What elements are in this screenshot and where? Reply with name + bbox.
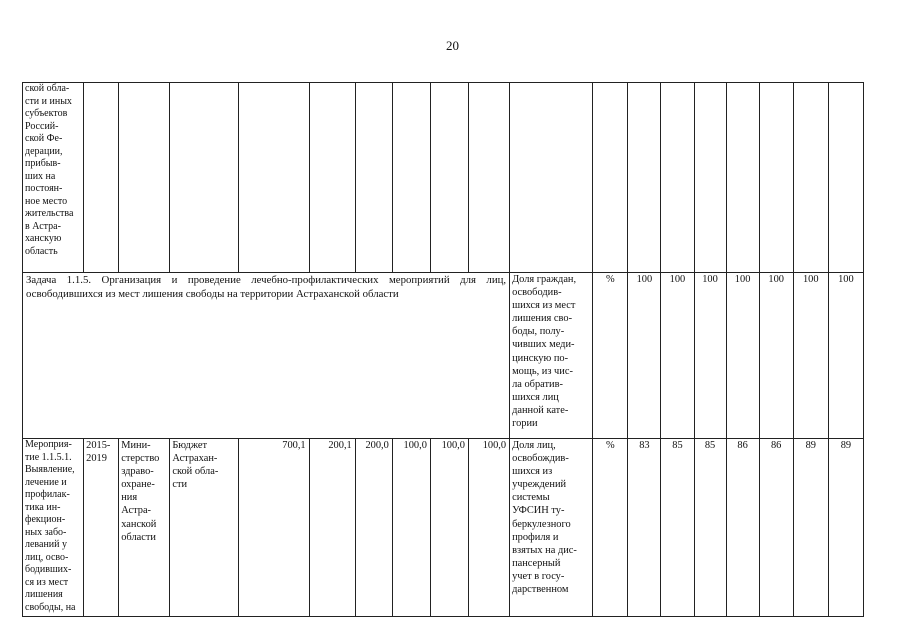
measure-value: 89: [828, 439, 863, 617]
empty-cell: [759, 83, 793, 273]
measure-executor: Мини- стерство здраво- охране- ния Астра- ханской области: [119, 439, 170, 617]
measure-value: 86: [759, 439, 793, 617]
measure-total-amount: 700,1: [239, 439, 309, 617]
program-table: [22, 82, 864, 617]
empty-cell: [468, 83, 509, 273]
measure-year-amount: 100,0: [468, 439, 509, 617]
measure-value: 85: [661, 439, 694, 617]
task-description: Задача 1.1.5. Организация и проведение лечебно-профилактических мероприятий для лиц, освободившихся из мест лишения свободы на территории Астраханской области: [23, 273, 510, 439]
task-value: 100: [793, 273, 828, 439]
measure-unit: %: [593, 439, 628, 617]
measure-indicator: Доля лиц, освобождив- шихся из учреждений системы УФСИН ту- беркулезного профиля и взятых на дис- пансерный учет в госу- дарственном: [510, 439, 593, 617]
empty-cell: [793, 83, 828, 273]
empty-cell: [170, 83, 239, 273]
empty-cell: [239, 83, 309, 273]
empty-cell: [392, 83, 430, 273]
empty-cell: [828, 83, 863, 273]
task-value: 100: [661, 273, 694, 439]
empty-cell: [510, 83, 593, 273]
task-value: 100: [759, 273, 793, 439]
task-unit: %: [593, 273, 628, 439]
task-indicator: Доля граждан, освободив- шихся из мест лишения сво- боды, полу- чивших меди- цинскую по- мощь, из чис- ла обратив- шихся лиц данной кате- гории: [510, 273, 593, 439]
continuation-measure-name: ской обла- сти и иных субъектов Россий- ской Фе- дерации, прибыв- ших на постоян- ное место жительства в Астра- ханскую область: [23, 83, 84, 273]
table-row-task: [23, 273, 864, 439]
empty-cell: [119, 83, 170, 273]
empty-cell: [430, 83, 468, 273]
measure-period: 2015- 2019: [84, 439, 119, 617]
page-number: 20: [446, 38, 459, 53]
empty-cell: [628, 83, 661, 273]
empty-cell: [694, 83, 726, 273]
task-value: 100: [726, 273, 759, 439]
measure-value: 89: [793, 439, 828, 617]
measure-year-amount: 100,0: [430, 439, 468, 617]
table-row-measure: [23, 439, 864, 617]
empty-cell: [309, 83, 355, 273]
task-value: 100: [828, 273, 863, 439]
measure-funding-source: Бюджет Астрахан- ской обла- сти: [170, 439, 239, 617]
measure-year-amount: 200,1: [309, 439, 355, 617]
measure-name: Мероприя- тие 1.1.5.1. Выявление, лечение и профилак- тика ин- фекцион- ных забо- леваний у лиц, осво- бодивших- ся из мест лишения свободы, на: [23, 439, 84, 617]
task-value: 100: [628, 273, 661, 439]
task-value: 100: [694, 273, 726, 439]
empty-cell: [84, 83, 119, 273]
empty-cell: [726, 83, 759, 273]
empty-cell: [593, 83, 628, 273]
measure-year-amount: 200,0: [355, 439, 392, 617]
measure-value: 86: [726, 439, 759, 617]
measure-value: 85: [694, 439, 726, 617]
table-row-continuation: [23, 83, 864, 273]
measure-year-amount: 100,0: [392, 439, 430, 617]
measure-value: 83: [628, 439, 661, 617]
empty-cell: [355, 83, 392, 273]
empty-cell: [661, 83, 694, 273]
